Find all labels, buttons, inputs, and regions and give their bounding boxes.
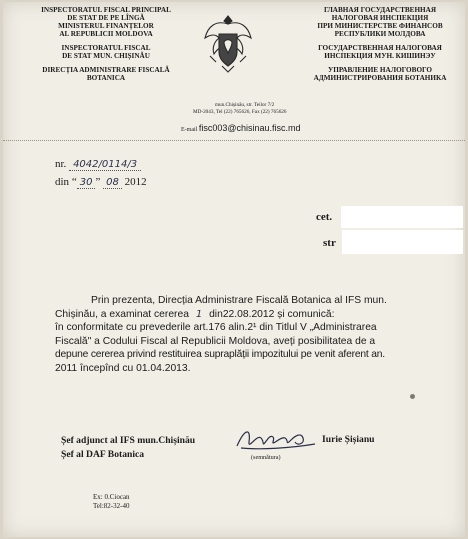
- email-link[interactable]: fisc003@chisinau.fisc.md: [198, 123, 301, 133]
- signatory-roles: [61, 434, 195, 462]
- email-line: [181, 123, 301, 133]
- header-right-block-ministry: [295, 6, 465, 38]
- header-line: ПРИ МИНИСТЕРСТВЕ ФИНАНСОВ: [317, 22, 443, 30]
- header-line: АДМИНИСТРИРОВАНИЯ БОТАНИКА: [313, 74, 447, 82]
- header-line: DE STAT DE PE LÎNGĂ: [67, 14, 145, 22]
- header-line: DIRECȚIA ADMINISTRARE FISCALĂ: [42, 66, 170, 74]
- address-line: MD-2043, Tel (22) 765626, Fax (22) 765626: [193, 109, 287, 115]
- header-line: DE STAT MUN. CHIȘINĂU: [62, 52, 150, 60]
- email-label: E-mail: [181, 127, 198, 133]
- nr-label: nr.: [55, 158, 67, 170]
- header-left-block-direction: [21, 66, 191, 82]
- body-text: din: [209, 308, 223, 320]
- header-left-romanian: [21, 6, 191, 88]
- header-left-block-ministry: [21, 6, 191, 38]
- request-number-handwritten: 1: [195, 308, 203, 320]
- header-right-block-inspectorate: [295, 44, 465, 60]
- ink-dot: [410, 394, 415, 399]
- body-line: Prin prezenta, Direcția Administrare Fiscală Botanica al IFS mun.: [91, 295, 387, 306]
- recipient-street-label: str: [323, 237, 336, 249]
- body-text: și comunică:: [277, 308, 335, 320]
- header-line: ИНСПЕКЦИЯ МУН. КИШИНЭУ: [324, 52, 436, 60]
- executor-block: [93, 493, 130, 511]
- date-year: 2012: [124, 176, 147, 188]
- signature-caption: (semnătura): [251, 454, 281, 461]
- letter-body: [55, 294, 459, 376]
- redacted-recipient-address: [342, 230, 463, 254]
- address-line: mun.Chișinău, str. Teilor 7/2: [215, 102, 275, 108]
- header-line: MINISTERUL FINANȚELOR: [58, 22, 154, 30]
- header-left-block-inspectorate: [21, 44, 191, 60]
- header-line: УПРАВЛЕНИЕ НАЛОГОВОГО: [327, 66, 433, 74]
- header-line: AL REPUBLICII MOLDOVA: [59, 30, 153, 38]
- reference-number: [55, 158, 141, 170]
- reference-date: din “ 30 ” 08 2012: [55, 176, 147, 188]
- body-text: Chișinău, a examinat cererea: [55, 308, 189, 320]
- coat-of-arms-icon: [202, 12, 254, 74]
- signatory-role: Șef al DAF Botanica: [61, 449, 145, 460]
- recipient-citizen-label: cet.: [316, 211, 333, 223]
- header-line: INSPECTORATUL FISCAL: [61, 44, 151, 52]
- signatory-name: Iurie Șișianu: [322, 434, 375, 445]
- header-line: ГОСУДАРСТВЕННАЯ НАЛОГОВАЯ: [318, 44, 442, 52]
- executor-name: Ex: 0.Ciocan: [93, 493, 130, 501]
- body-line: în conformitate cu prevederile art.176 alin.2¹ din Titlul V „Administrarea: [55, 322, 377, 334]
- address-block: [193, 102, 323, 116]
- executor-phone: Tel:82-32-40: [93, 502, 130, 510]
- body-line: [55, 308, 459, 322]
- body-line: depune cererea privind restituirea supraplății impozitului pe venit aferent an.: [55, 349, 385, 361]
- request-date: 22.08.2012: [222, 308, 275, 320]
- header-line: НАЛОГОВАЯ ИНСПЕКЦИЯ: [331, 14, 429, 22]
- redacted-recipient-name: [341, 206, 463, 228]
- date-day-handwritten: 30: [77, 177, 96, 189]
- signatory-role: Șef adjunct al IFS mun.Chișinău: [61, 435, 196, 446]
- header-line: BOTANICA: [86, 74, 126, 82]
- handwritten-signature: [231, 424, 319, 456]
- header-line: РЕСПУБЛИКИ МОЛДОВА: [334, 30, 426, 38]
- din-label: din: [55, 176, 70, 188]
- letter-page: [3, 2, 465, 537]
- body-line: 2011 începînd cu 01.04.2013.: [55, 362, 191, 374]
- body-line: Fiscală" a Codului Fiscal al Republicii Moldova, aveți posibilitatea de a: [55, 335, 376, 347]
- date-month-handwritten: 08: [103, 177, 122, 189]
- header-separator: [3, 140, 465, 141]
- nr-value-handwritten: 4042/0114/3: [69, 159, 141, 171]
- header-line: INSPECTORATUL FISCAL PRINCIPAL: [41, 6, 171, 14]
- header-right-russian: [295, 6, 465, 88]
- header-right-block-direction: [295, 66, 465, 82]
- header-line: ГЛАВНАЯ ГОСУДАРСТВЕННАЯ: [323, 6, 437, 14]
